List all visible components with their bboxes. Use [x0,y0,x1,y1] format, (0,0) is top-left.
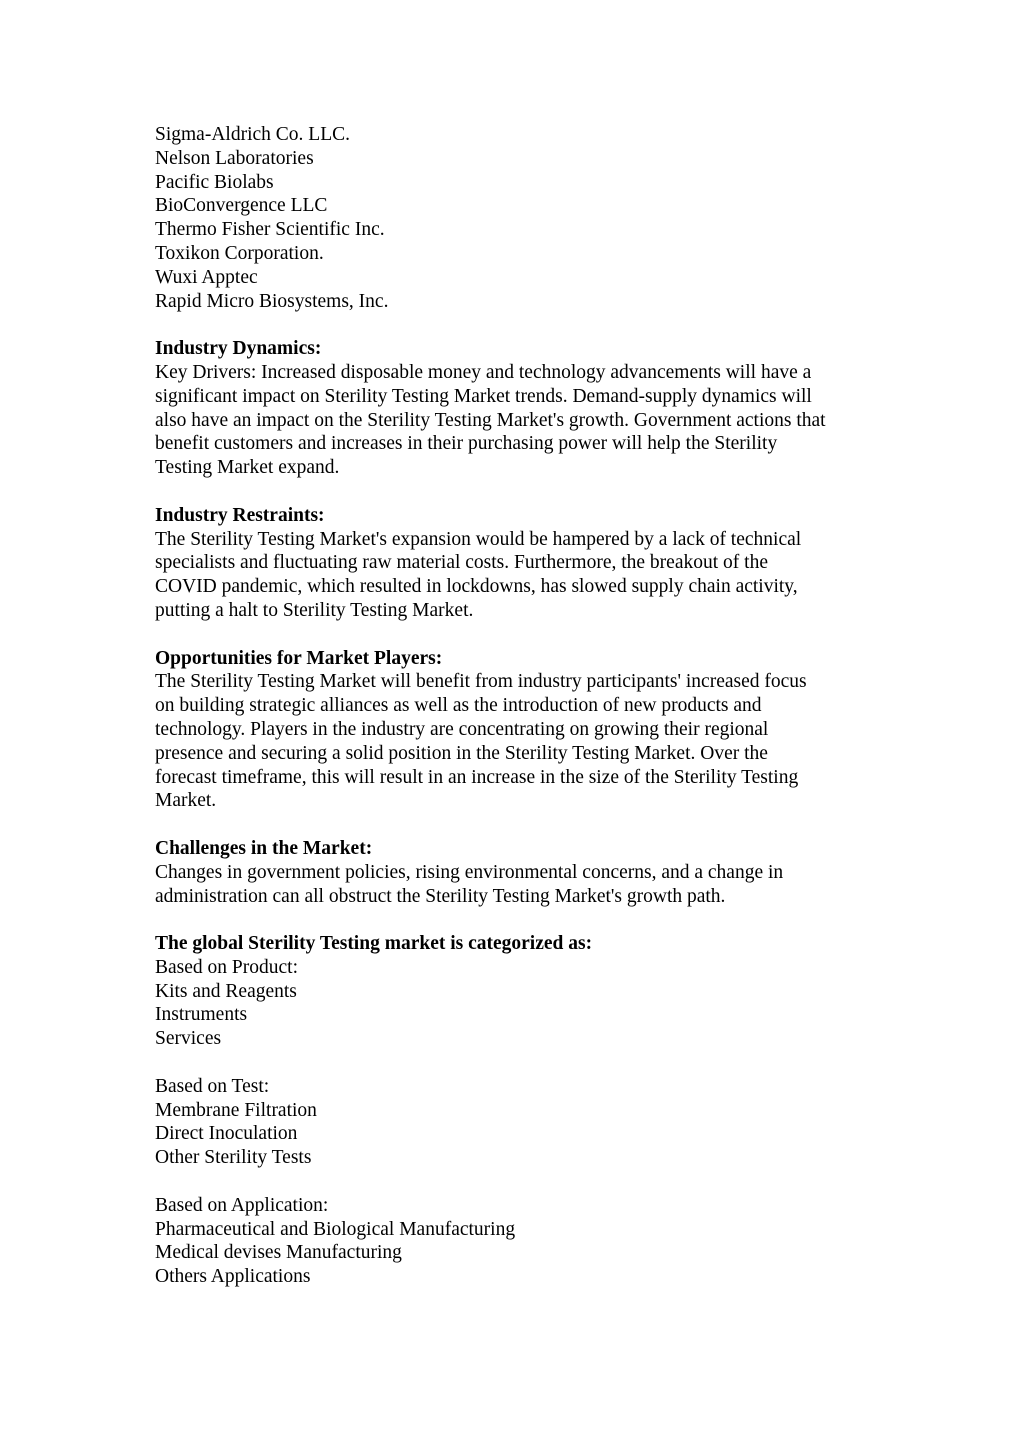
application-category [155,1194,875,1289]
paragraph-line: administration can all obstruct the Sterility Testing Market's growth path. [155,885,726,907]
industry-restraints-section [155,504,875,623]
product-category [155,956,875,1051]
spacer [155,623,875,647]
list-item: Kits and Reagents [155,980,297,1002]
list-item: Other Sterility Tests [155,1147,312,1169]
challenges-section [155,837,875,908]
paragraph-line: on building strategic alliances as well as the introduction of new products and [155,695,762,717]
list-item: Wuxi Apptec [155,266,258,288]
spacer [155,1051,875,1075]
section-heading: The global Sterility Testing market is categorized as: [155,933,593,955]
list-item: Rapid Micro Biosystems, Inc. [155,290,389,312]
list-item: Services [155,1028,222,1050]
section-heading: Challenges in the Market: [155,837,373,859]
spacer [155,813,875,837]
paragraph-line: Changes in government policies, rising environmental concerns, and a change in [155,861,784,883]
list-item: Instruments [155,1004,248,1026]
paragraph-line: putting a halt to Sterility Testing Market. [155,599,474,621]
list-item: Membrane Filtration [155,1099,317,1121]
paragraph-line: The Sterility Testing Market will benefit from industry participants' increased focus [155,671,807,693]
section-heading: Opportunities for Market Players: [155,647,443,669]
company-list [155,123,875,313]
paragraph-line: specialists and fluctuating raw material costs. Furthermore, the breakout of the [155,552,768,574]
list-item: Nelson Laboratories [155,147,314,169]
list-item: Toxikon Corporation. [155,242,324,264]
spacer [155,1170,875,1194]
test-category [155,1075,875,1170]
paragraph-line: The Sterility Testing Market's expansion would be hampered by a lack of technical [155,528,802,550]
paragraph-line: Testing Market expand. [155,457,340,479]
categorization-section [155,932,875,1289]
industry-dynamics-section [155,337,875,480]
category-label: Based on Application: [155,1194,329,1216]
spacer [155,908,875,932]
opportunities-section [155,647,875,814]
paragraph-line: also have an impact on the Sterility Testing Market's growth. Government actions that [155,409,826,431]
paragraph-line: forecast timeframe, this will result in an increase in the size of the Sterility Testing [155,766,799,788]
section-heading: Industry Dynamics: [155,338,322,360]
list-item: Sigma-Aldrich Co. LLC. [155,124,350,145]
list-item: Thermo Fisher Scientific Inc. [155,219,385,241]
paragraph-line: COVID pandemic, which resulted in lockdowns, has slowed supply chain activity, [155,576,798,598]
document-page [155,123,875,1289]
category-label: Based on Product: [155,956,298,978]
paragraph-line: technology. Players in the industry are concentrating on growing their regional [155,718,769,740]
list-item: Direct Inoculation [155,1123,298,1145]
list-item: BioConvergence LLC [155,195,328,217]
paragraph-line: significant impact on Sterility Testing Market trends. Demand-supply dynamics will [155,385,812,407]
list-item: Pacific Biolabs [155,171,274,193]
paragraph-line: Market. [155,790,217,812]
list-item: Medical devises Manufacturing [155,1242,402,1264]
paragraph-line: Key Drivers: Increased disposable money and technology advancements will have a [155,361,812,383]
list-item: Others Applications [155,1266,311,1288]
section-heading: Industry Restraints: [155,504,325,526]
spacer [155,313,875,337]
list-item: Pharmaceutical and Biological Manufacturing [155,1218,516,1240]
spacer [155,480,875,504]
category-label: Based on Test: [155,1075,270,1097]
paragraph-line: benefit customers and increases in their purchasing power will help the Sterility [155,433,778,455]
paragraph-line: presence and securing a solid position in the Sterility Testing Market. Over the [155,742,768,764]
